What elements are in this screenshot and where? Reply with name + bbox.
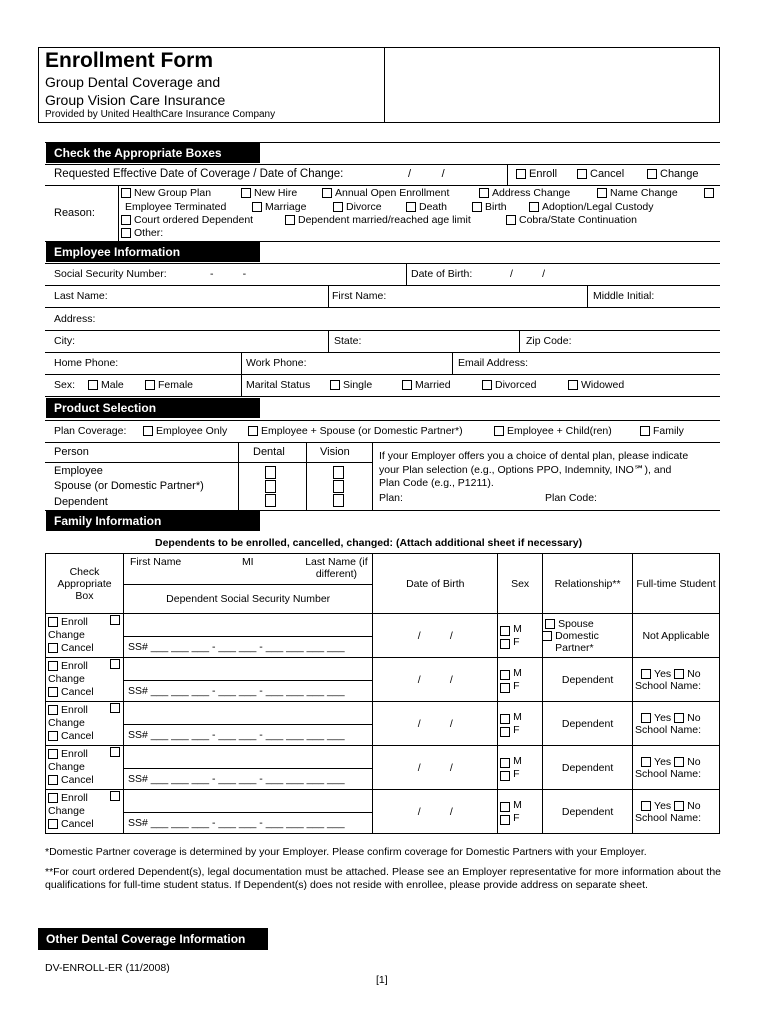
title-divider (384, 47, 385, 123)
dob-slashes: / / (510, 268, 546, 280)
divider (45, 164, 720, 165)
ssn-label: Social Security Number: (54, 268, 167, 280)
sex-cell[interactable]: M F (498, 614, 543, 658)
coverage-family[interactable] (640, 425, 684, 437)
divider (328, 285, 329, 307)
divider (306, 442, 307, 510)
label: Death (419, 201, 448, 213)
divider (45, 285, 720, 286)
divider (45, 442, 720, 443)
section-header-employee: Employee Information (46, 242, 260, 262)
table-row (46, 614, 720, 658)
zip-label: Zip Code: (526, 335, 572, 347)
dob-cell[interactable]: / / (373, 658, 498, 702)
checkbox[interactable] (406, 202, 416, 212)
sex-label: Sex: (54, 379, 76, 391)
label: New Hire (254, 187, 298, 199)
reason-birth[interactable] (472, 201, 507, 213)
label: Birth (485, 201, 507, 213)
checkbox[interactable] (402, 380, 412, 390)
label: Address Change (492, 187, 571, 199)
label: Dependent married/reached age limit (298, 214, 471, 226)
checkbox[interactable] (500, 758, 510, 768)
check-cell: Enroll Change Cancel (46, 790, 124, 834)
yes-checkbox[interactable] (641, 757, 651, 767)
reason-annual-open-enrollment[interactable] (322, 187, 449, 199)
name-ssn-cell[interactable] (123, 614, 372, 658)
label: Name Change (610, 187, 678, 199)
yes-checkbox[interactable] (641, 713, 651, 723)
reason-other[interactable] (121, 227, 163, 239)
checkbox[interactable] (472, 202, 482, 212)
divider (45, 420, 720, 421)
domestic-partner-checkbox[interactable] (542, 631, 552, 641)
divider (406, 263, 407, 285)
enroll-checkbox[interactable] (48, 749, 58, 759)
checkbox[interactable] (500, 727, 510, 737)
marital-widowed[interactable] (568, 379, 624, 391)
table-row (46, 790, 720, 834)
dental-spouse-checkbox[interactable] (265, 480, 276, 493)
plan-code-label: Plan Code: (545, 492, 597, 504)
provider-text: Provided by United HealthCare Insurance Company (45, 109, 276, 120)
no-checkbox[interactable] (674, 713, 684, 723)
divider (45, 374, 720, 375)
checkbox[interactable] (529, 202, 539, 212)
col-first-name: First Name (129, 556, 182, 568)
fulltime-cell: Not Applicable (633, 614, 720, 658)
last-name-label: Last Name: (54, 290, 108, 302)
subtitle-line2: Group Vision Care Insurance (45, 92, 226, 108)
marital-single[interactable] (330, 379, 372, 391)
label: New Group Plan (134, 187, 212, 199)
cancel-checkbox[interactable] (577, 169, 587, 179)
reason-adoption[interactable] (529, 201, 654, 213)
footnote-court-ordered: **For court ordered Dependent(s), legal documentation must be attached. Please see an Employer representative for more information about the qualifications for full-time student status. If Dependent(s) does not reside with enrollee, please provide address on separate sheet. (45, 866, 721, 891)
dob-cell[interactable]: / / (373, 790, 498, 834)
cancel-option[interactable] (577, 168, 624, 180)
vision-spouse-checkbox[interactable] (333, 480, 344, 493)
ssn-field[interactable]: SS# ___ ___ ___ - ___ ___ - ___ ___ ___ ___ (127, 685, 345, 697)
checkbox[interactable] (330, 380, 340, 390)
dob-cell[interactable]: / / (373, 746, 498, 790)
dental-header: Dental (253, 446, 285, 458)
label: Employee Only (156, 425, 228, 437)
enroll-option[interactable] (516, 168, 557, 180)
fulltime-cell[interactable]: Yes No School Name: (633, 702, 720, 746)
coverage-employee-children[interactable] (494, 425, 612, 437)
person-employee: Employee (54, 465, 103, 477)
ssn-dashes: - - (210, 268, 247, 280)
table-row (46, 746, 720, 790)
checkbox[interactable] (500, 802, 510, 812)
person-dependent: Dependent (54, 496, 108, 508)
label: Court ordered Dependent (134, 214, 254, 226)
dental-employee-checkbox[interactable] (265, 466, 276, 479)
checkbox[interactable] (121, 228, 131, 238)
section-header-product: Product Selection (46, 398, 260, 418)
sex-male[interactable] (88, 379, 124, 391)
reason-court-ordered[interactable] (121, 214, 253, 226)
checkbox[interactable] (500, 639, 510, 649)
plan-note-3: Plan Code (e.g., P1211). (379, 477, 494, 489)
checkbox[interactable] (482, 380, 492, 390)
first-name-label: First Name: (332, 290, 387, 302)
label: Male (101, 379, 124, 391)
ssn-field[interactable]: SS# ___ ___ ___ - ___ ___ - ___ ___ ___ ___ (127, 641, 345, 653)
dental-dependent-checkbox[interactable] (265, 494, 276, 507)
city-label: City: (54, 335, 75, 347)
relationship-cell: Dependent (543, 702, 633, 746)
divider (452, 352, 453, 374)
col-relationship: Relationship** (543, 554, 633, 614)
label: Single (343, 379, 373, 391)
vision-header: Vision (320, 446, 350, 458)
marital-married[interactable] (402, 379, 451, 391)
divider (507, 164, 508, 185)
change-checkbox[interactable] (110, 703, 120, 713)
checkbox[interactable] (479, 188, 489, 198)
checkbox[interactable] (145, 380, 155, 390)
checkbox[interactable] (500, 714, 510, 724)
sex-cell[interactable]: M F (498, 790, 543, 834)
col-last-name: Last Name (if different) (305, 556, 368, 580)
table-row (46, 702, 720, 746)
reason-cobra[interactable] (506, 214, 637, 226)
change-checkbox[interactable] (647, 169, 657, 179)
relationship-cell: Dependent (543, 658, 633, 702)
middle-initial-label: Middle Initial: (593, 290, 655, 302)
coverage-employee-only[interactable] (143, 425, 227, 437)
enroll-checkbox[interactable] (48, 661, 58, 671)
divider (587, 285, 588, 307)
cancel-checkbox[interactable] (48, 775, 58, 785)
marital-label: Marital Status (246, 379, 311, 391)
checkbox[interactable] (88, 380, 98, 390)
ssn-field[interactable]: SS# ___ ___ ___ - ___ ___ - ___ ___ ___ ___ (127, 729, 345, 741)
divider (45, 462, 372, 463)
checkbox[interactable] (494, 426, 504, 436)
checkbox[interactable] (500, 626, 510, 636)
reason-label: Reason: (54, 207, 95, 219)
divider (45, 307, 720, 308)
change-checkbox[interactable] (110, 747, 120, 757)
coverage-employee-spouse[interactable] (248, 425, 463, 437)
reason-marriage[interactable] (252, 201, 306, 213)
dob-label: Date of Birth: (411, 268, 473, 280)
vision-dependent-checkbox[interactable] (333, 494, 344, 507)
cancel-checkbox[interactable] (48, 687, 58, 697)
change-checkbox[interactable] (110, 659, 120, 669)
checkbox[interactable] (333, 202, 343, 212)
dob-cell[interactable]: / / (373, 702, 498, 746)
change-option[interactable] (647, 168, 699, 180)
sex-female[interactable] (145, 379, 193, 391)
reason-divorce[interactable] (333, 201, 382, 213)
relationship-cell: Dependent (543, 790, 633, 834)
section-header-family: Family Information (46, 511, 260, 531)
checkbox[interactable] (248, 426, 258, 436)
no-checkbox[interactable] (674, 669, 684, 679)
plan-note-1: If your Employer offers you a choice of dental plan, please indicate (379, 450, 689, 462)
checkbox[interactable] (252, 202, 262, 212)
divider (45, 396, 720, 397)
cancel-checkbox[interactable] (48, 731, 58, 741)
col-fulltime: Full-time Student (633, 554, 720, 614)
sex-cell[interactable]: M F (498, 658, 543, 702)
checkbox[interactable] (500, 771, 510, 781)
page-number: [1] (376, 974, 388, 986)
checkbox[interactable] (506, 215, 516, 225)
label: Marriage (265, 201, 307, 213)
checkbox[interactable] (143, 426, 153, 436)
checkbox[interactable] (322, 188, 332, 198)
cancel-checkbox[interactable] (48, 643, 58, 653)
table-header-row (46, 554, 720, 614)
label: Divorced (495, 379, 537, 391)
check-cell (46, 614, 124, 658)
marital-divorced[interactable] (482, 379, 536, 391)
name-ssn-cell[interactable] (123, 790, 372, 834)
family-subtitle: Dependents to be enrolled, cancelled, changed: (Attach additional sheet if necessary) (155, 537, 583, 549)
divider (519, 330, 520, 352)
section-header-check: Check the Appropriate Boxes (46, 143, 260, 163)
reason-address-change[interactable] (479, 187, 570, 199)
label: Female (158, 379, 194, 391)
reason-new-group-plan[interactable] (121, 187, 211, 199)
effective-date-label: Requested Effective Date of Coverage / Date of Change: (54, 168, 344, 180)
work-phone-label: Work Phone: (246, 357, 307, 369)
label: Other: (134, 227, 164, 239)
label: Family (653, 425, 684, 437)
col-names (123, 554, 372, 614)
name-ssn-cell[interactable] (123, 746, 372, 790)
form-code: DV-ENROLL-ER (11/2008) (45, 962, 170, 974)
checkbox[interactable] (121, 215, 131, 225)
cancel-checkbox[interactable] (48, 819, 58, 829)
divider (45, 352, 720, 353)
col-ssn: Dependent Social Security Number (166, 593, 331, 605)
yes-checkbox[interactable] (641, 801, 651, 811)
checkbox[interactable] (640, 426, 650, 436)
label: Cobra/State Continuation (519, 214, 637, 226)
check-cell: Enroll Change Cancel (46, 658, 124, 702)
sex-cell[interactable]: M F (498, 702, 543, 746)
col-mi: MI (241, 556, 254, 568)
footnote-domestic-partner: *Domestic Partner coverage is determined by your Employer. Please confirm coverage for Domestic Partners with your Employer. (45, 846, 647, 858)
label: Divorce (346, 201, 382, 213)
home-phone-label: Home Phone: (54, 357, 119, 369)
plan-note-2: your Plan selection (e.g., Options PPO, Indemnity, INO℠), and (379, 464, 672, 476)
reason-name-change[interactable] (597, 187, 678, 199)
reason-dependent-married[interactable] (285, 214, 471, 226)
ssn-field[interactable]: SS# ___ ___ ___ - ___ ___ - ___ ___ ___ ___ (127, 817, 345, 829)
checkbox[interactable] (568, 380, 578, 390)
fulltime-cell[interactable]: Yes No School Name: (633, 658, 720, 702)
label: Annual Open Enrollment (335, 187, 450, 199)
ssn-field[interactable]: SS# ___ ___ ___ - ___ ___ - ___ ___ ___ ___ (127, 773, 345, 785)
label: Cancel (61, 642, 94, 654)
label: Employee Terminated (125, 201, 227, 213)
checkbox[interactable] (121, 188, 131, 198)
table-row (46, 658, 720, 702)
fulltime-cell[interactable]: Yes No School Name: (633, 790, 720, 834)
person-spouse: Spouse (or Domestic Partner*) (54, 480, 204, 492)
label: Married (415, 379, 451, 391)
name-ssn-cell[interactable] (123, 702, 372, 746)
dependents-table (45, 553, 720, 834)
divider (372, 442, 373, 510)
enroll-label: Enroll (529, 168, 558, 180)
col-sex: Sex (498, 554, 543, 614)
person-header: Person (54, 446, 89, 458)
divider (118, 185, 119, 241)
enroll-checkbox[interactable] (516, 169, 526, 179)
divider (45, 330, 720, 331)
relationship-cell[interactable]: Spouse Domestic Partner* (543, 614, 633, 658)
section-header-other-dental: Other Dental Coverage Information (38, 928, 268, 950)
plan-coverage-label: Plan Coverage: (54, 425, 127, 437)
change-checkbox[interactable] (110, 615, 120, 625)
label: Employee + Child(ren) (507, 425, 612, 437)
checkbox[interactable] (597, 188, 607, 198)
yes-checkbox[interactable] (641, 669, 651, 679)
sex-cell[interactable]: M F (498, 746, 543, 790)
state-label: State: (334, 335, 362, 347)
divider (328, 330, 329, 352)
relationship-cell: Dependent (543, 746, 633, 790)
enroll-checkbox[interactable] (48, 793, 58, 803)
col-check: Check Appropriate Box (46, 554, 124, 614)
checkbox[interactable] (500, 670, 510, 680)
reason-employee-terminated[interactable] (125, 201, 226, 213)
checkbox[interactable] (500, 683, 510, 693)
address-label: Address: (54, 313, 96, 325)
label: Enroll (61, 616, 88, 628)
checkbox[interactable] (704, 188, 714, 198)
divider (45, 185, 720, 186)
reason-death[interactable] (406, 201, 447, 213)
checkbox[interactable] (241, 188, 251, 198)
fulltime-cell[interactable]: Yes No School Name: (633, 746, 720, 790)
spouse-checkbox[interactable] (545, 619, 555, 629)
label: Change (48, 629, 85, 641)
reason-new-hire[interactable] (241, 187, 297, 199)
dob-cell[interactable]: / / (373, 614, 498, 658)
label: Adoption/Legal Custody (542, 201, 654, 213)
vision-employee-checkbox[interactable] (333, 466, 344, 479)
name-ssn-cell[interactable] (123, 658, 372, 702)
no-checkbox[interactable] (674, 801, 684, 811)
divider (45, 263, 720, 264)
label: Widowed (581, 379, 625, 391)
no-checkbox[interactable] (674, 757, 684, 767)
cancel-label: Cancel (590, 168, 625, 180)
enroll-checkbox[interactable] (48, 617, 58, 627)
email-label: Email Address: (458, 357, 529, 369)
plan-label: Plan: (379, 492, 403, 504)
checkbox[interactable] (285, 215, 295, 225)
subtitle-line1: Group Dental Coverage and (45, 74, 221, 90)
checkbox[interactable] (500, 815, 510, 825)
check-cell: Enroll Change Cancel (46, 702, 124, 746)
enroll-checkbox[interactable] (48, 705, 58, 715)
label: Employee + Spouse (or Domestic Partner*) (261, 425, 463, 437)
effective-date-slashes: / / (408, 168, 445, 180)
form-title: Enrollment Form (45, 49, 214, 72)
check-cell: Enroll Change Cancel (46, 746, 124, 790)
divider (238, 442, 239, 510)
change-label: Change (660, 168, 699, 180)
col-dob: Date of Birth (373, 554, 498, 614)
change-checkbox[interactable] (110, 791, 120, 801)
